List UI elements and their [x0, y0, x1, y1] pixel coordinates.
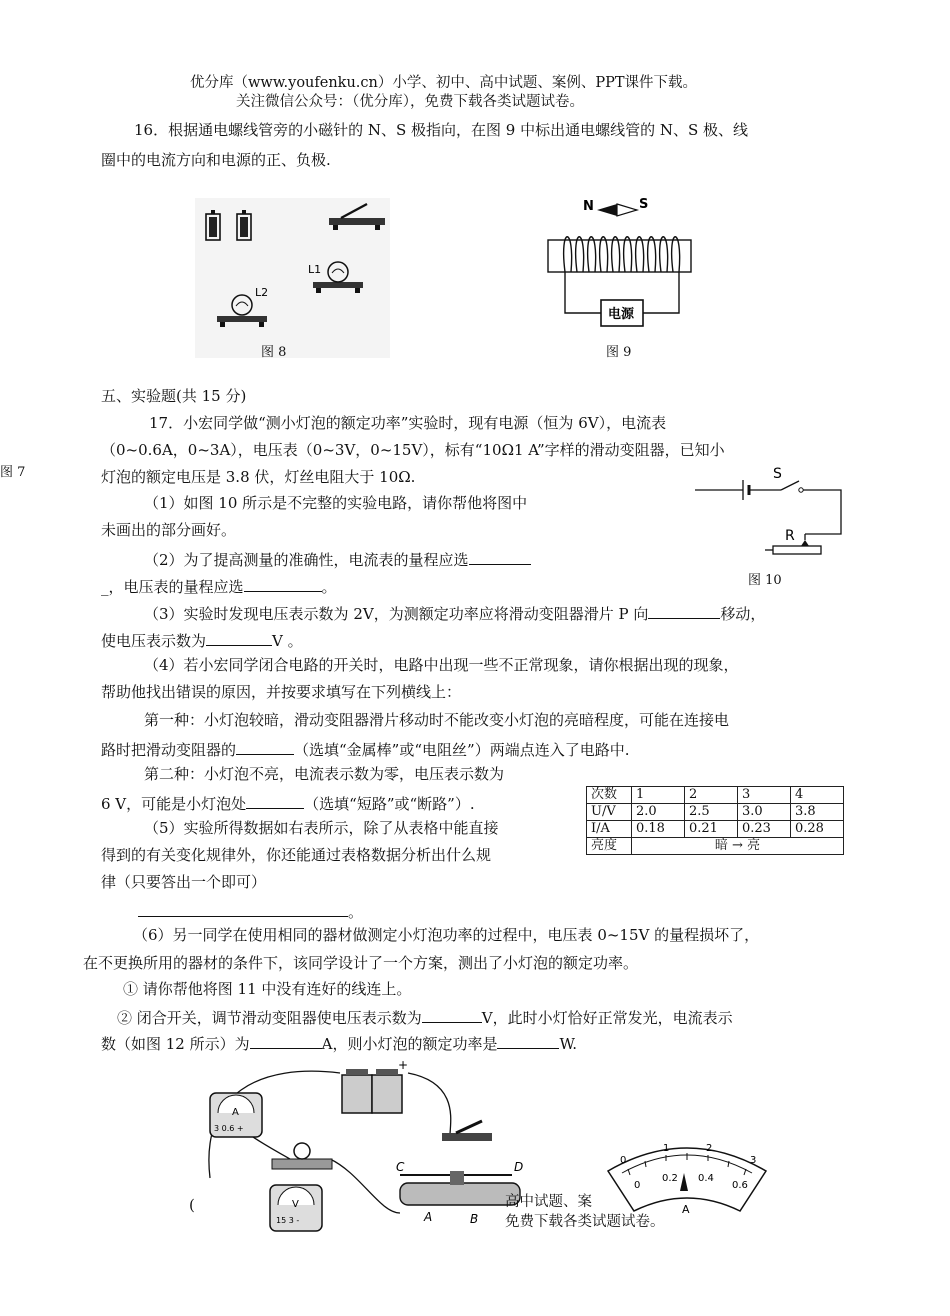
table-row: [587, 838, 844, 855]
data-table: [586, 786, 844, 855]
q17-part4-line-1: （4）若小宏同学闭合电路的开关时，电路中出现一些不正常现象，请你根据出现的现象，: [144, 656, 739, 674]
q17-part6-text-5-mid: A，则小灯泡的额定功率是: [321, 1034, 498, 1053]
rheostat-label-r: R: [785, 528, 795, 544]
table-cell: 亮度: [587, 838, 632, 855]
q17-part2-line-2: [101, 575, 337, 596]
voltmeter-terminals: 15 3 -: [276, 1216, 300, 1225]
switch-icon: [442, 1121, 492, 1141]
q17-part6-line-2: 在不更换所用的器材的条件下，该同学设计了一个方案，测出了小灯泡的额定功率。: [83, 954, 639, 972]
ammeter-symbol: A: [232, 1107, 239, 1118]
figure-10-caption: 图 10: [748, 573, 782, 588]
footer-line-1: 高中试题、案: [505, 1194, 592, 1210]
q17-part6-line-3: ① 请你帮他将图 11 中没有连好的线连上。: [123, 980, 412, 998]
battery-plus-sign: +: [398, 1058, 409, 1072]
q17-part4-text-4-end: （选填“金属棒”或“电阻丝”）两端点连入了电路中.: [294, 740, 630, 759]
q17-part6-text-4: ② 闭合开关，调节滑动变阻器使电压表示数为: [117, 1008, 422, 1027]
table-cell: 3.8: [791, 804, 844, 821]
q17-part2-line-1: [144, 548, 531, 569]
q17-part4-text-6-end: （选填“短路”或“断路”）.: [304, 794, 475, 813]
answer-blank-rule[interactable]: [138, 900, 348, 917]
q16-text-line-2: 圈中的电流方向和电源的正、负极.: [101, 151, 331, 169]
figure-10: [695, 462, 850, 562]
q17-part6-text-4-end: V，此时小灯恰好正常发光，电流表示: [481, 1008, 733, 1027]
q17-part5-line-2: 得到的有关变化规律外，你还能通过表格数据分析出什么规: [101, 846, 492, 864]
q17-part4-text-6: 6 V，可能是小灯泡处: [101, 794, 247, 813]
power-source-label: 电源: [608, 307, 635, 322]
scale-bottom-1: 0.2: [662, 1173, 678, 1184]
q17-part5-line-1: （5）实验所得数据如右表所示，除了从表格中能直接: [144, 819, 499, 837]
wire-right: [643, 272, 679, 313]
table-cell: 2.5: [685, 804, 738, 821]
rheostat-label-c: C: [396, 1160, 405, 1174]
side-label-fig7: 图 7: [0, 465, 26, 480]
compass-needle-n: [597, 204, 617, 216]
q17-part3-text-2: 使电压表示数为: [101, 631, 207, 650]
answer-blank-voltage[interactable]: [206, 629, 272, 646]
answer-blank-voltmeter-reading[interactable]: [422, 1006, 482, 1023]
q17-part1-line-2: 未画出的部分画好。: [101, 521, 237, 539]
rheostat-label-d: D: [514, 1160, 524, 1174]
q17-part4-line-2: 帮助他找出错误的原因，并按要求填写在下列横线上：: [101, 683, 462, 701]
q17-part2-end: 。: [321, 577, 337, 596]
needle-s-label: S: [639, 197, 649, 212]
q17-part4-line-6: [101, 792, 475, 813]
table-header-cell: 4: [791, 787, 844, 804]
q17-part3-end: V 。: [272, 631, 303, 650]
scale-bottom-2: 0.4: [698, 1173, 714, 1184]
q17-part6-text-5-end: W.: [559, 1034, 578, 1053]
q17-part3-line-2: [101, 629, 303, 650]
figure-8: [195, 198, 390, 358]
answer-blank-rheostat-ends[interactable]: [236, 738, 294, 755]
figure-11: [200, 1058, 530, 1243]
dial-unit: A: [682, 1203, 690, 1216]
q17-part5-line-4: [138, 900, 363, 921]
q17-part4-line-5: 第二种：小灯泡不亮，电流表示数为零，电压表示数为: [144, 765, 505, 783]
footer-stray-char: (: [189, 1196, 195, 1214]
table-header-cell: 3: [738, 787, 791, 804]
table-cell-brightness: 暗 → 亮: [632, 838, 844, 855]
scale-top-2: 2: [706, 1143, 713, 1154]
label-l1: L1: [308, 263, 322, 276]
q16-text-line-1: 16．根据通电螺线管旁的小磁针的 N、S 极指向，在图 9 中标出通电螺线管的 N、S 极、线: [134, 121, 749, 139]
table-cell: 0.28: [791, 821, 844, 838]
rheostat-label-b: B: [470, 1212, 479, 1226]
q17-part6-text-5: 数（如图 12 所示）为: [101, 1034, 250, 1053]
q17-part3-line-1: [144, 602, 765, 623]
table-row: [587, 804, 844, 821]
table-cell: I/A: [587, 821, 632, 838]
solenoid-coil: [564, 237, 680, 272]
wire-left: [565, 272, 601, 313]
q17-part1-line-1: （1）如图 10 所示是不完整的实验电路，请你帮他将图中: [144, 494, 528, 512]
ammeter-terminals: 3 0.6 +: [214, 1124, 244, 1133]
section-5-title: 五、实验题(共 15 分): [101, 387, 247, 405]
bulb-icon: [272, 1143, 332, 1169]
q17-part6-line-1: （6）另一同学在使用相同的器材做测定小灯泡功率的过程中，电压表 0~15V 的量程损坏了，: [133, 926, 760, 944]
switch-symbol: [781, 481, 803, 492]
figure-9-caption: 图 9: [606, 345, 632, 360]
battery-symbol: [743, 480, 749, 500]
scale-top-1: 1: [663, 1143, 670, 1154]
scale-bottom-3: 0.6: [732, 1180, 748, 1191]
battery-pack-icon: [342, 1069, 402, 1113]
scale-top-3: 3: [750, 1155, 757, 1166]
label-l2: L2: [255, 286, 269, 299]
footer-line-2: 免费下载各类试题试卷。: [505, 1214, 665, 1230]
scale-bottom-0: 0: [634, 1180, 641, 1191]
figure-12: [600, 1133, 775, 1218]
table-cell: 0.18: [632, 821, 685, 838]
q17-part2-text-2: _，电压表的量程应选: [101, 577, 244, 596]
q17-part4-line-3: 第一种：小灯泡较暗，滑动变阻器滑片移动时不能改变小灯泡的亮暗程度，可能在连接电: [144, 711, 730, 729]
q17-part6-line-5: [101, 1032, 577, 1053]
q17-part4-line-4: [101, 738, 629, 759]
q17-part5-end: 。: [348, 902, 364, 921]
figure-8-caption: 图 8: [261, 345, 287, 360]
q17-part3-text: （3）实验时发现电压表示数为 2V，为测额定功率应将滑动变阻器滑片 P 向: [144, 604, 649, 623]
table-cell: 0.21: [685, 821, 738, 838]
q17-intro-line-2: （0~0.6A，0~3A），电压表（0~3V，0~15V），标有“10Ω1 A”字样的滑动变阻器，已知小: [101, 441, 725, 459]
voltmeter-icon: [270, 1185, 322, 1231]
table-header-cell: 1: [632, 787, 685, 804]
q17-intro-line-1: 17．小宏同学做“测小灯泡的额定功率”实验时，现有电源（恒为 6V），电流表: [149, 414, 667, 432]
rheostat-label-a: A: [424, 1210, 433, 1224]
ammeter-icon: [210, 1093, 262, 1137]
header-line-2: 关注微信公众号：（优分库），免费下载各类试题试卷。: [236, 94, 584, 110]
answer-blank-rated-power[interactable]: [497, 1032, 559, 1049]
table-cell: U/V: [587, 804, 632, 821]
needle-n-label: N: [583, 199, 594, 214]
answer-blank-slider-direction[interactable]: [648, 602, 720, 619]
figure-9: [545, 195, 695, 335]
voltmeter-symbol: V: [292, 1199, 299, 1210]
answer-blank-ammeter-reading[interactable]: [250, 1032, 322, 1049]
table-cell: 3.0: [738, 804, 791, 821]
answer-blank-bulb-fault[interactable]: [246, 792, 304, 809]
table-header-row: [587, 787, 844, 804]
table-cell: 0.23: [738, 821, 791, 838]
switch-label-s: S: [773, 466, 782, 482]
scale-top-0: 0: [620, 1155, 627, 1166]
q17-part6-line-4: [117, 1006, 733, 1027]
table-header-cell: 2: [685, 787, 738, 804]
q17-part2-text: （2）为了提高测量的准确性，电流表的量程应选: [144, 550, 469, 569]
q17-part3-text-end: 移动，: [720, 604, 766, 623]
rheostat-icon: [400, 1171, 520, 1205]
answer-blank-ammeter-range[interactable]: [469, 548, 531, 565]
table-header-cell: 次数: [587, 787, 632, 804]
header-line-1: 优分库（www.youfenku.cn）小学、初中、高中试题、案例、PPT课件下载。: [190, 75, 698, 91]
table-cell: 2.0: [632, 804, 685, 821]
q17-part5-line-3: 律（只要答出一个即可）: [101, 873, 267, 891]
table-row: [587, 821, 844, 838]
q17-intro-line-3: 灯泡的额定电压是 3.8 伏，灯丝电阻大于 10Ω.: [101, 468, 416, 486]
q17-part4-text-4: 路时把滑动变阻器的: [101, 740, 237, 759]
compass-needle-s: [617, 204, 637, 216]
answer-blank-voltmeter-range[interactable]: [244, 575, 322, 592]
